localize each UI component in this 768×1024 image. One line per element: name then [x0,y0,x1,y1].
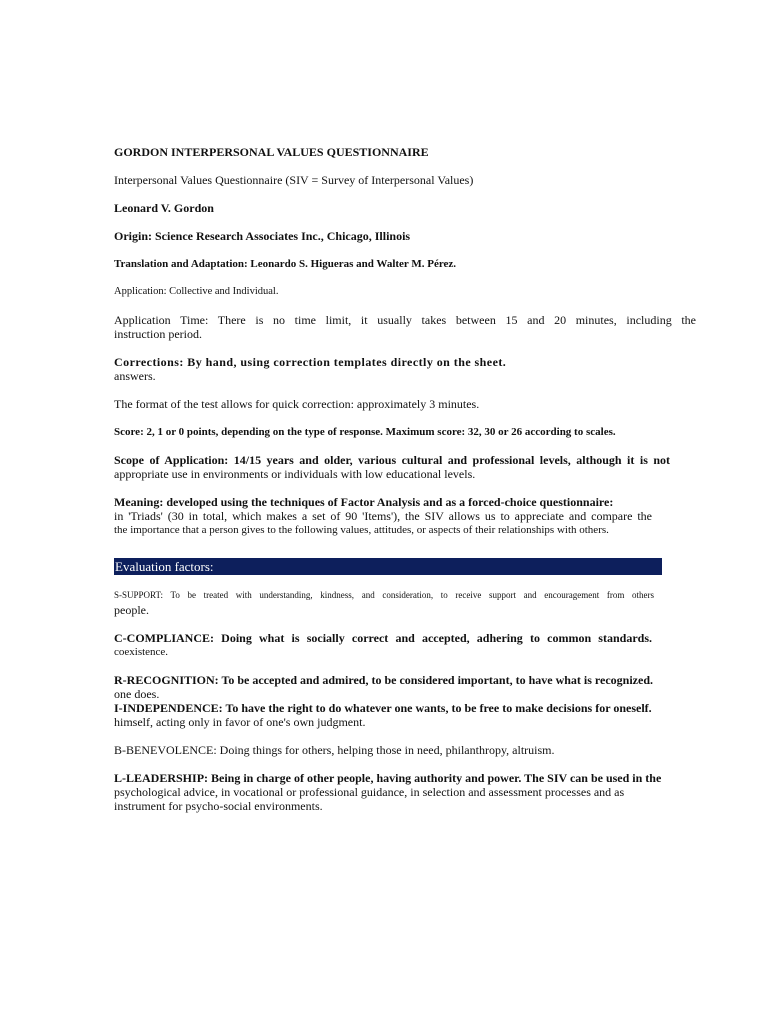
meaning-line2: in 'Triads' (30 in total, which makes a set of 90 'Items'), the SIV allows us to appreciate and compare the [114,509,652,523]
benevolence-line: B-BENEVOLENCE: Doing things for others, helping those in need, philanthropy, altruism. [114,743,555,757]
recognition-line2: one does. [114,687,160,701]
application-time-line1: Application Time: There is no time limit, it usually takes between 15 and 20 minutes, including the [114,313,696,327]
recognition-line1: R-RECOGNITION: To be accepted and admired, to be considered important, to have what is recognized. [114,673,654,687]
meaning-line3: the importance that a person gives to the following values, attitudes, or aspects of their relationships with others. [114,524,609,536]
independence-line2: himself, acting only in favor of one's own judgment. [114,715,366,729]
author-name: Leonard V. Gordon [114,201,214,215]
meaning-line1: Meaning: developed using the techniques of Factor Analysis and as a forced-choice questionnaire: [114,495,614,509]
compliance-line2: coexistence. [114,646,169,658]
scope-line1: Scope of Application: 14/15 years and older, various cultural and professional levels, although it is not [114,453,670,467]
corrections-line1: Corrections: By hand, using correction templates directly on the sheet. [114,355,507,369]
scope-line2: appropriate use in environments or individuals with low educational levels. [114,467,476,481]
compliance-line1: C-COMPLIANCE: Doing what is socially correct and accepted, adhering to common standards. [114,631,652,645]
format-line: The format of the test allows for quick correction: approximately 3 minutes. [114,397,480,411]
support-line2: people. [114,603,149,617]
evaluation-factors-heading: Evaluation factors: [114,558,662,575]
leadership-line1: L-LEADERSHIP: Being in charge of other people, having authority and power. The SIV can be used in the [114,771,662,785]
independence-line1: I-INDEPENDENCE: To have the right to do whatever one wants, to be free to make decisions for oneself. [114,701,652,715]
corrections-line2: answers. [114,369,156,383]
application-time-line2: instruction period. [114,327,202,341]
origin-line: Origin: Science Research Associates Inc., Chicago, Illinois [114,229,411,243]
document-title: GORDON INTERPERSONAL VALUES QUESTIONNAIRE [114,145,429,159]
document-page [114,145,696,813]
document-subtitle: Interpersonal Values Questionnaire (SIV = Survey of Interpersonal Values) [114,173,474,187]
score-line: Score: 2, 1 or 0 points, depending on the type of response. Maximum score: 32, 30 or 26 according to scales. [114,426,616,438]
application-line: Application: Collective and Individual. [114,286,279,297]
support-line1: S-SUPPORT: To be treated with understanding, kindness, and consideration, to receive support and encouragement from others [114,590,654,600]
leadership-line3: instrument for psycho-social environments. [114,799,323,813]
translation-line: Translation and Adaptation: Leonardo S. Higueras and Walter M. Pérez. [114,258,457,270]
leadership-line2: psychological advice, in vocational or professional guidance, in selection and assessment processes and as [114,785,625,799]
